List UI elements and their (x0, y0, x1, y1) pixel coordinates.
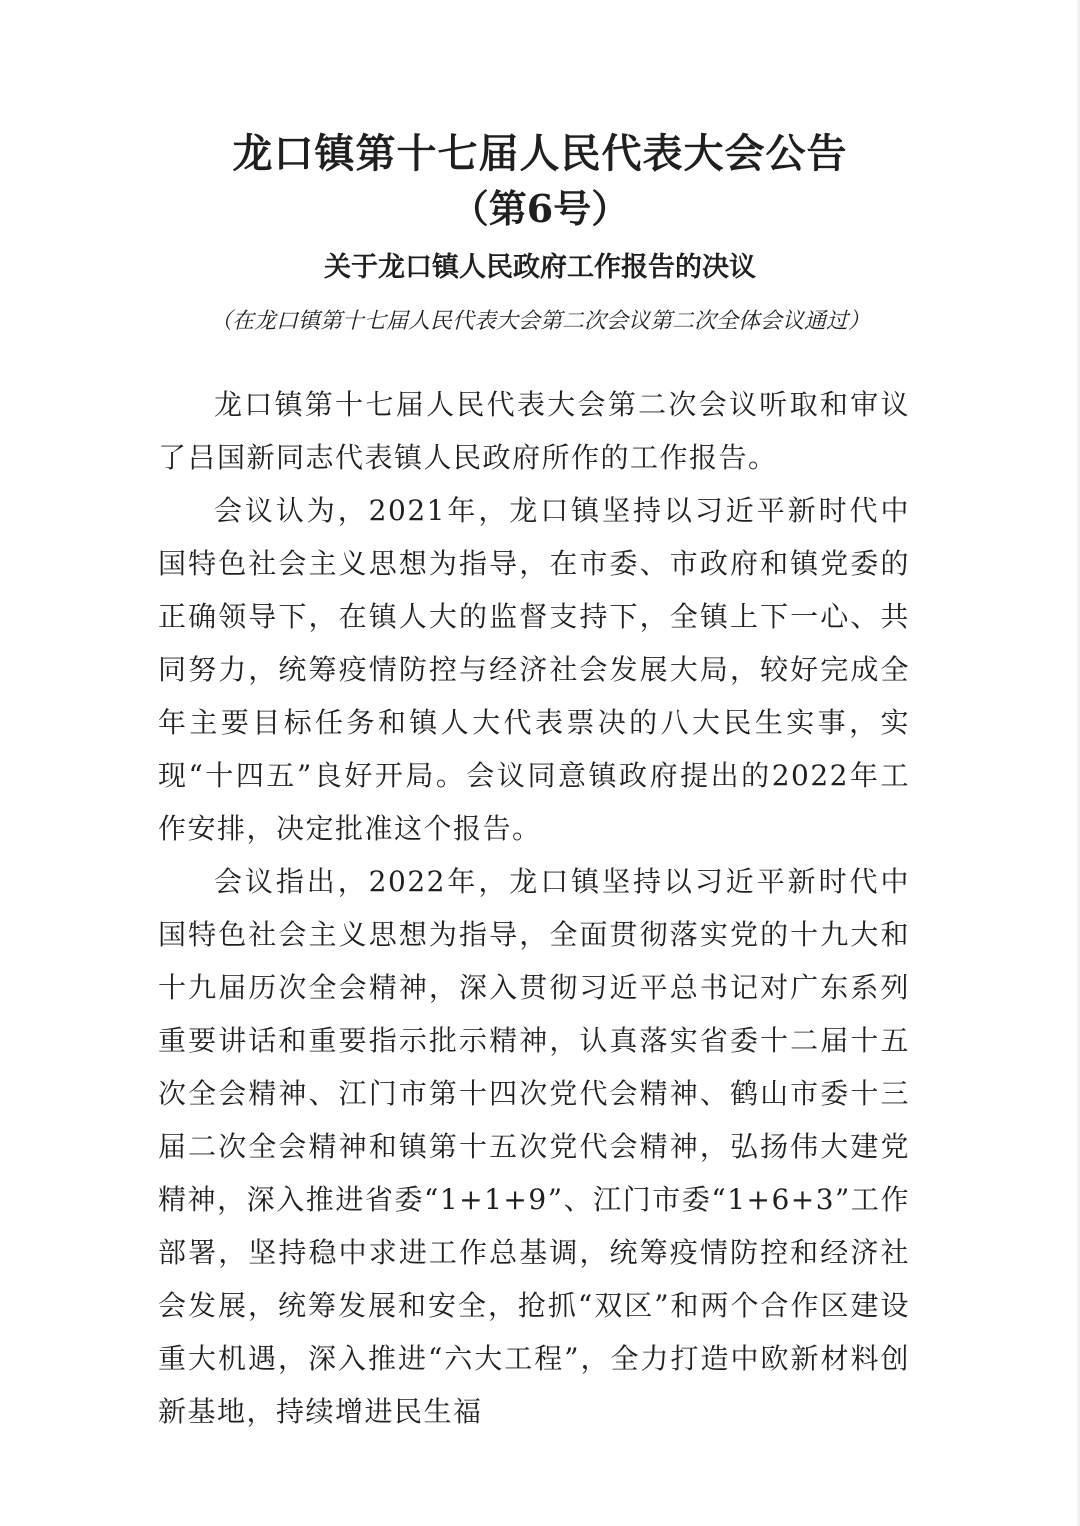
paragraph-2: 会议认为，2021年，龙口镇坚持以习近平新时代中国特色社会主义思想为指导，在市委、市政府和镇党委的正确领导下，在镇人大的监督支持下，全镇上下一心、共同努力，统筹疫情防控与经济社会发展大局，较好完成全年主要目标任务和镇人大代表票决的八大民生实事，实现“十四五”良好开局。会议同意镇政府提出的2022年工作安排，决定批准这个报告。 (158, 494, 910, 845)
scan-edge-shadow (1076, 0, 1080, 1526)
announcement-number: （第6号） (450, 186, 630, 231)
paragraph-1: 龙口镇第十七届人民代表大会第二次会议听取和审议了吕国新同志代表镇人民政府所作的工作报告。 (158, 388, 910, 474)
announcement-title: 龙口镇第十七届人民代表大会公告 (232, 130, 848, 177)
document-body (158, 378, 910, 1438)
adoption-note: （在龙口镇第十七届人民代表大会第二次会议第二次全体会议通过） (209, 309, 870, 334)
paragraph-3: 会议指出，2022年，龙口镇坚持以习近平新时代中国特色社会主义思想为指导，全面贯彻落实党的十九大和十九届历次全会精神，深入贯彻习近平总书记对广东系列重要讲话和重要指示批示精神，认真落实省委十二届十五次全会精神、江门市第十四次党代会精神、鹤山市委十三届二次全会精神和镇第十五次党代会精神，弘扬伟大建党精神，深入推进省委“1+1+9”、江门市委“1+6+3”工作部署，坚持稳中求进工作总基调，统筹疫情防控和经济社会发展，统筹发展和安全，抢抓“双区”和两个合作区建设重大机遇，深入推进“六大工程”，全力打造中欧新材料创新基地，持续增进民生福 (158, 865, 910, 1428)
resolution-subtitle: 关于龙口镇人民政府工作报告的决议 (324, 252, 756, 283)
